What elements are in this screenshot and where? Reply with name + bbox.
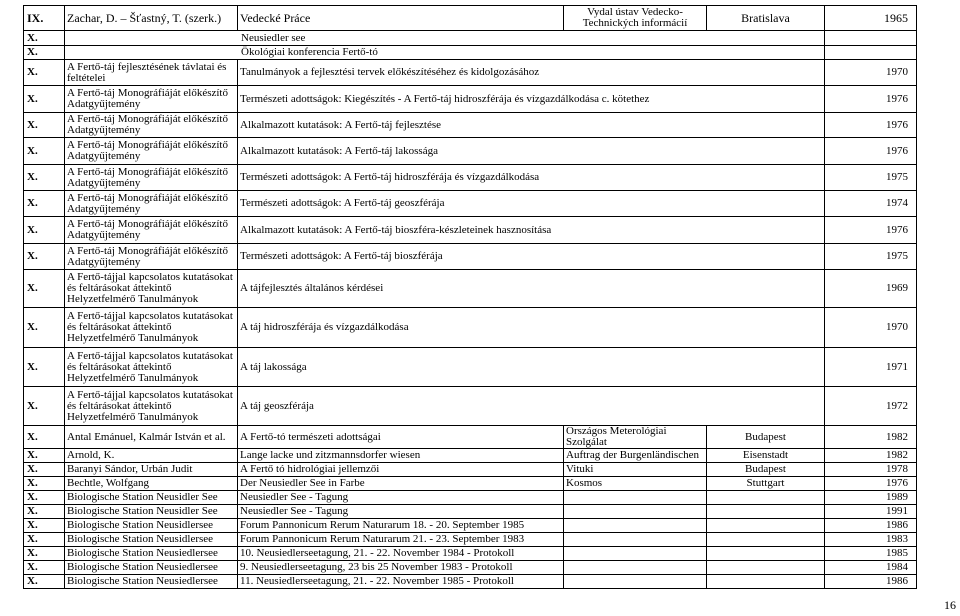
entry-title: A Fertő-tó természeti adottságai bbox=[238, 426, 564, 449]
series-title: A Fertő-tájjal kapcsolatos kutatásokat és feltárásokat áttekintő Helyzetfelmérő Tanulmányok bbox=[65, 270, 238, 308]
entry-publisher bbox=[564, 519, 707, 533]
entry-author: Biologische Station Neusidler See bbox=[65, 505, 238, 519]
entry-title: Der Neusiedler See in Farbe bbox=[238, 477, 564, 491]
table-row bbox=[24, 270, 917, 308]
entry-number: X. bbox=[24, 165, 65, 191]
entry-publisher bbox=[564, 533, 707, 547]
series-title: A Fertő-táj Monográfiáját előkészítő Adatgyűjtemény bbox=[65, 86, 238, 113]
entry-year bbox=[825, 31, 917, 46]
entry-title: Forum Pannonicum Rerum Naturarum 18. - 20. September 1985 bbox=[238, 519, 564, 533]
entry-number: X. bbox=[24, 308, 65, 348]
entry-year: 1970 bbox=[825, 308, 917, 348]
volume-title: Ökológiai konferencia Fertő-tó bbox=[65, 46, 825, 60]
entry-number: X. bbox=[24, 491, 65, 505]
entry-number: X. bbox=[24, 191, 65, 217]
entry-year: 1970 bbox=[825, 60, 917, 86]
volume-title: Alkalmazott kutatások: A Fertő-táj lakossága bbox=[238, 138, 825, 165]
entry-place bbox=[707, 547, 825, 561]
table-row bbox=[24, 244, 917, 270]
series-title: A Fertő-táj fejlesztésének távlatai és feltételei bbox=[65, 60, 238, 86]
series-title: A Fertő-tájjal kapcsolatos kutatásokat és feltárásokat áttekintő Helyzetfelmérő Tanulmányok bbox=[65, 308, 238, 348]
table-row bbox=[24, 547, 917, 561]
entry-year: 1972 bbox=[825, 387, 917, 426]
table-row bbox=[24, 561, 917, 575]
table-row bbox=[24, 575, 917, 589]
entry-number: X. bbox=[24, 561, 65, 575]
series-title: A Fertő-táj Monográfiáját előkészítő Adatgyűjtemény bbox=[65, 138, 238, 165]
entry-publisher: Országos Meterológiai Szolgálat bbox=[564, 426, 707, 449]
entry-year bbox=[825, 46, 917, 60]
entry-year: 1989 bbox=[825, 491, 917, 505]
table-row-header-entry bbox=[24, 6, 917, 31]
table-row bbox=[24, 46, 917, 60]
series-title: A Fertő-táj Monográfiáját előkészítő Adatgyűjtemény bbox=[65, 217, 238, 244]
volume-title: Neusiedler see bbox=[65, 31, 825, 46]
entry-author: Bechtle, Wolfgang bbox=[65, 477, 238, 491]
entry-publisher bbox=[564, 575, 707, 589]
entry-author: Baranyi Sándor, Urbán Judit bbox=[65, 463, 238, 477]
entry-author: Antal Emánuel, Kalmár István et al. bbox=[65, 426, 238, 449]
entry-number: X. bbox=[24, 387, 65, 426]
entry-year: 1971 bbox=[825, 348, 917, 387]
series-title: A Fertő-táj Monográfiáját előkészítő Adatgyűjtemény bbox=[65, 113, 238, 138]
volume-title: A táj lakossága bbox=[238, 348, 825, 387]
table-row bbox=[24, 533, 917, 547]
entry-year: 1986 bbox=[825, 575, 917, 589]
entry-publisher: Vituki bbox=[564, 463, 707, 477]
volume-title: A táj hidroszférája és vízgazdálkodása bbox=[238, 308, 825, 348]
entry-number: X. bbox=[24, 463, 65, 477]
entry-year: 1982 bbox=[825, 449, 917, 463]
table-row bbox=[24, 477, 917, 491]
entry-publisher bbox=[564, 505, 707, 519]
table-row bbox=[24, 463, 917, 477]
entry-number: X. bbox=[24, 449, 65, 463]
table-row bbox=[24, 505, 917, 519]
entry-title: Forum Pannonicum Rerum Naturarum 21. - 23. September 1983 bbox=[238, 533, 564, 547]
entry-title: A Fertő tó hidrológiai jellemzői bbox=[238, 463, 564, 477]
entry-place bbox=[707, 533, 825, 547]
entry-place bbox=[707, 505, 825, 519]
entry-year: 1975 bbox=[825, 244, 917, 270]
volume-title: Tanulmányok a fejlesztési tervek előkészítéséhez és kidolgozásához bbox=[238, 60, 825, 86]
entry-place: Bratislava bbox=[707, 6, 825, 31]
entry-year: 1991 bbox=[825, 505, 917, 519]
entry-publisher bbox=[564, 547, 707, 561]
entry-place bbox=[707, 519, 825, 533]
volume-title: Alkalmazott kutatások: A Fertő-táj fejlesztése bbox=[238, 113, 825, 138]
entry-number: X. bbox=[24, 533, 65, 547]
entry-year: 1986 bbox=[825, 519, 917, 533]
entry-year: 1969 bbox=[825, 270, 917, 308]
entry-title: 9. Neusiedlerseetagung, 23 bis 25 November 1983 - Protokoll bbox=[238, 561, 564, 575]
entry-author: Biologische Station Neusidlersee bbox=[65, 519, 238, 533]
entry-author: Biologische Station Neusiedlersee bbox=[65, 575, 238, 589]
series-title: A Fertő-táj Monográfiáját előkészítő Adatgyűjtemény bbox=[65, 165, 238, 191]
entry-number: X. bbox=[24, 60, 65, 86]
table-row bbox=[24, 491, 917, 505]
volume-title: A táj geoszférája bbox=[238, 387, 825, 426]
entry-place bbox=[707, 561, 825, 575]
entry-author: Biologische Station Neusiedlersee bbox=[65, 561, 238, 575]
entry-number: IX. bbox=[24, 6, 65, 31]
series-title: A Fertő-tájjal kapcsolatos kutatásokat és feltárásokat áttekintő Helyzetfelmérő Tanulmányok bbox=[65, 387, 238, 426]
entry-author: Biologische Station Neusiedlersee bbox=[65, 547, 238, 561]
entry-number: X. bbox=[24, 113, 65, 138]
volume-title: A tájfejlesztés általános kérdései bbox=[238, 270, 825, 308]
entry-title: 11. Neusiedlerseetagung, 21. - 22. November 1985 - Protokoll bbox=[238, 575, 564, 589]
entry-number: X. bbox=[24, 138, 65, 165]
entry-place: Budapest bbox=[707, 426, 825, 449]
entry-number: X. bbox=[24, 575, 65, 589]
entry-place bbox=[707, 491, 825, 505]
table-row bbox=[24, 426, 917, 449]
volume-title: Természeti adottságok: A Fertő-táj geoszférája bbox=[238, 191, 825, 217]
entry-year: 1976 bbox=[825, 138, 917, 165]
entry-number: X. bbox=[24, 505, 65, 519]
entry-year: 1975 bbox=[825, 165, 917, 191]
entry-author: Zachar, D. – Šťastný, T. (szerk.) bbox=[65, 6, 238, 31]
table-row bbox=[24, 31, 917, 46]
entry-place: Eisenstadt bbox=[707, 449, 825, 463]
entry-year: 1983 bbox=[825, 533, 917, 547]
table-row bbox=[24, 519, 917, 533]
entry-number: X. bbox=[24, 270, 65, 308]
entry-number: X. bbox=[24, 46, 65, 60]
entry-publisher bbox=[564, 491, 707, 505]
entry-number: X. bbox=[24, 547, 65, 561]
volume-title: Alkalmazott kutatások: A Fertő-táj bioszféra-készleteinek hasznosítása bbox=[238, 217, 825, 244]
table-row bbox=[24, 138, 917, 165]
bibliography-table bbox=[23, 5, 917, 589]
entry-place: Stuttgart bbox=[707, 477, 825, 491]
series-title: A Fertő-táj Monográfiáját előkészítő Adatgyűjtemény bbox=[65, 244, 238, 270]
series-title: A Fertő-tájjal kapcsolatos kutatásokat és feltárásokat áttekintő Helyzetfelmérő Tanulmányok bbox=[65, 348, 238, 387]
series-title: A Fertő-táj Monográfiáját előkészítő Adatgyűjtemény bbox=[65, 191, 238, 217]
entry-year: 1976 bbox=[825, 86, 917, 113]
entry-year: 1965 bbox=[825, 6, 917, 31]
entry-title: Lange lacke und zitzmannsdorfer wiesen bbox=[238, 449, 564, 463]
entry-year: 1978 bbox=[825, 463, 917, 477]
table-row bbox=[24, 165, 917, 191]
entry-number: X. bbox=[24, 217, 65, 244]
entry-year: 1982 bbox=[825, 426, 917, 449]
table-row bbox=[24, 86, 917, 113]
entry-number: X. bbox=[24, 31, 65, 46]
table-row bbox=[24, 60, 917, 86]
entry-year: 1976 bbox=[825, 217, 917, 244]
volume-title: Természeti adottságok: A Fertő-táj hidroszférája és vízgazdálkodása bbox=[238, 165, 825, 191]
entry-publisher: Vydal ústav Vedecko-Technických informácií bbox=[564, 6, 707, 31]
entry-publisher: Kosmos bbox=[564, 477, 707, 491]
entry-publisher bbox=[564, 561, 707, 575]
entry-publisher: Auftrag der Burgenländischen bbox=[564, 449, 707, 463]
entry-title: 10. Neusiedlerseetagung, 21. - 22. November 1984 - Protokoll bbox=[238, 547, 564, 561]
entry-number: X. bbox=[24, 244, 65, 270]
entry-title: Neusiedler See - Tagung bbox=[238, 491, 564, 505]
entry-author: Biologische Station Neusidlersee bbox=[65, 533, 238, 547]
table-row bbox=[24, 348, 917, 387]
entry-year: 1974 bbox=[825, 191, 917, 217]
entry-title: Neusiedler See - Tagung bbox=[238, 505, 564, 519]
entry-number: X. bbox=[24, 348, 65, 387]
page-number: 16 bbox=[944, 598, 956, 612]
table-row bbox=[24, 113, 917, 138]
volume-title: Természeti adottságok: Kiegészítés - A Fertő-táj hidroszférája és vízgazdálkodása c. kötethez bbox=[238, 86, 825, 113]
entry-number: X. bbox=[24, 519, 65, 533]
entry-number: X. bbox=[24, 86, 65, 113]
table-row bbox=[24, 191, 917, 217]
table-row bbox=[24, 308, 917, 348]
entry-title: Vedecké Práce bbox=[238, 6, 564, 31]
entry-author: Biologische Station Neusidler See bbox=[65, 491, 238, 505]
entry-year: 1984 bbox=[825, 561, 917, 575]
table-row bbox=[24, 449, 917, 463]
table-row bbox=[24, 387, 917, 426]
entry-place: Budapest bbox=[707, 463, 825, 477]
entry-number: X. bbox=[24, 426, 65, 449]
table-row bbox=[24, 217, 917, 244]
entry-year: 1976 bbox=[825, 113, 917, 138]
volume-title: Természeti adottságok: A Fertő-táj bioszférája bbox=[238, 244, 825, 270]
entry-year: 1985 bbox=[825, 547, 917, 561]
entry-year: 1976 bbox=[825, 477, 917, 491]
entry-place bbox=[707, 575, 825, 589]
entry-number: X. bbox=[24, 477, 65, 491]
entry-author: Arnold, K. bbox=[65, 449, 238, 463]
